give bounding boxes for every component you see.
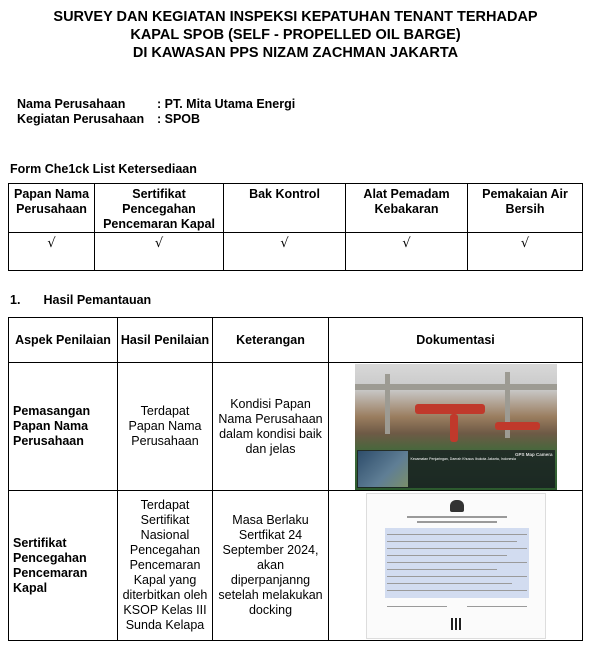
aspek-cell: Sertifikat Pencegahan Pencemaran Kapal: [9, 491, 118, 641]
company-name-value: : PT. Mita Utama Energi: [157, 97, 296, 111]
checklist-col-alat: Alat Pemadam Kebakaran: [346, 184, 468, 233]
hasil-cell: Terdapat Sertifikat Nasional Pencegahan Pencemaran Kapal yang diterbitkan oleh KSOP Kelas III Sunda Kelapa: [118, 491, 213, 641]
qr-code-icon: [451, 618, 463, 630]
title-line-1: SURVEY DAN KEGIATAN INSPEKSI KEPATUHAN TENANT TERHADAP: [53, 9, 538, 25]
col-keterangan: Keterangan: [213, 318, 329, 363]
table-row: [9, 491, 583, 641]
col-hasil: Hasil Penilaian: [118, 318, 213, 363]
gps-location-text: Kecamatan Penjaringan, Daerah Khusus Ibukota Jakarta, Indonesia: [410, 456, 516, 461]
check-mark: √: [224, 233, 346, 271]
dokumentasi-cell: [329, 491, 583, 641]
company-activity-label: Kegiatan Perusahaan: [17, 112, 145, 126]
checklist-value-row: [9, 233, 583, 271]
checklist-heading: Form Che1ck List Ketersediaan: [10, 162, 197, 176]
aspek-cell: Pemasangan Papan Nama Perusahaan: [9, 363, 118, 491]
company-activity-value: : SPOB: [157, 112, 201, 126]
col-dokumentasi: Dokumentasi: [329, 318, 583, 363]
ship-deck-photo: [355, 364, 557, 490]
dokumentasi-cell: [329, 363, 583, 491]
checklist-table: [8, 183, 583, 271]
gps-map-thumbnail: [358, 451, 408, 487]
monitoring-header-row: [9, 318, 583, 363]
title-line-2: KAPAL SPOB (SELF - PROPELLED OIL BARGE): [130, 27, 461, 43]
check-mark: √: [9, 233, 95, 271]
gps-stamp: [357, 450, 555, 488]
table-row: [9, 363, 583, 491]
checklist-col-bak: Bak Kontrol: [224, 184, 346, 233]
checklist-col-air: Pemakaian Air Bersih: [468, 184, 583, 233]
document-title: [0, 8, 591, 62]
keterangan-cell: Masa Berlaku Sertfikat 24 September 2024, akan diperpanjanng setelah melakukan docking: [213, 491, 329, 641]
section-number: 1.: [10, 293, 21, 307]
checklist-header-row: [9, 184, 583, 233]
certificate-image: [366, 493, 546, 639]
company-info: [17, 97, 295, 127]
check-mark: √: [468, 233, 583, 271]
garuda-seal-icon: [450, 500, 464, 512]
keterangan-cell: Kondisi Papan Nama Perusahaan dalam kondisi baik dan jelas: [213, 363, 329, 491]
hasil-cell: Terdapat Papan Nama Perusahaan: [118, 363, 213, 491]
check-mark: √: [346, 233, 468, 271]
monitoring-table: [8, 317, 583, 641]
section-title: Hasil Pemantauan: [43, 293, 152, 307]
gps-camera-label: GPS Map Camera: [514, 451, 553, 457]
checklist-col-sertifikat: Sertifikat Pencegahan Pencemaran Kapal: [95, 184, 224, 233]
checklist-col-papan: Papan Nama Perusahaan: [9, 184, 95, 233]
col-aspek: Aspek Penilaian: [9, 318, 118, 363]
monitoring-heading: [10, 293, 151, 307]
check-mark: √: [95, 233, 224, 271]
company-name-label: Nama Perusahaan: [17, 97, 126, 111]
title-line-3: DI KAWASAN PPS NIZAM ZACHMAN JAKARTA: [132, 45, 459, 61]
